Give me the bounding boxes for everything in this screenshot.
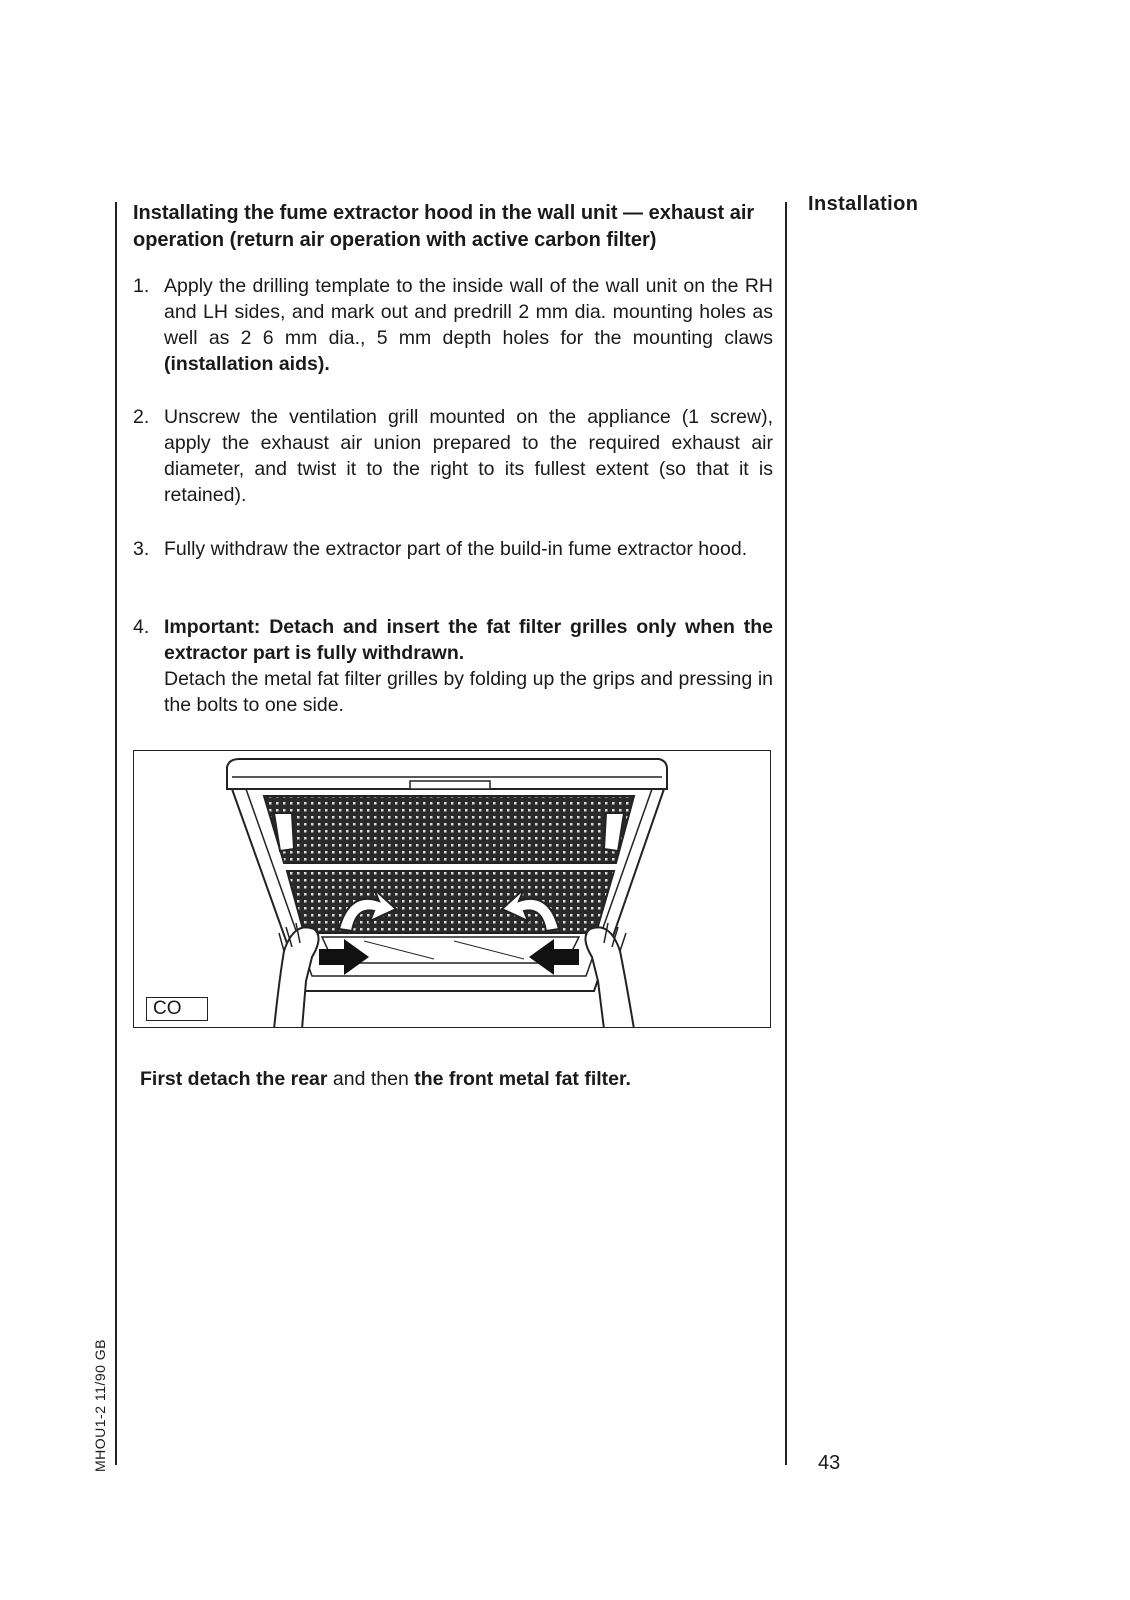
step-number: 1. — [133, 275, 150, 297]
step-emphasis: (installation aids). — [164, 353, 330, 375]
right-margin-rule — [785, 202, 787, 1465]
filter-removal-illustration — [133, 750, 771, 1028]
rear-fat-filter — [264, 796, 634, 863]
step-text — [164, 614, 773, 718]
caption-bold-1: First detach the rear — [140, 1068, 328, 1090]
left-hand — [274, 927, 319, 1028]
step-number: 3. — [133, 538, 150, 560]
page-number: 43 — [818, 1452, 841, 1474]
step-number: 2. — [133, 406, 150, 428]
step-text: Fully withdraw the extractor part of the build-in fume extractor hood. — [164, 538, 748, 560]
caption-plain: and then — [327, 1068, 415, 1090]
step-2 — [133, 404, 773, 508]
figure-caption — [140, 1068, 631, 1091]
step-number: 4. — [133, 616, 150, 638]
figure-code-box: CO — [146, 997, 208, 1021]
left-margin-rule — [115, 202, 117, 1465]
hood-drawing — [134, 751, 771, 1028]
step-body: Detach the metal fat filter grilles by folding up the grips and pressing in the bolts to one side. — [164, 668, 773, 716]
document-code: MHOU1-2 11/90 GB — [92, 1338, 108, 1472]
step-text: Unscrew the ventilation grill mounted on the appliance (1 screw), apply the exhaust air union prepared to the required exhaust air diameter, and twist it to the right to its fullest extent (so that it is retained). — [164, 406, 773, 506]
step-3 — [133, 536, 773, 562]
step-emphasis: Important: Detach and insert the fat filter grilles only when the extractor part is fully withdrawn. — [164, 616, 773, 664]
hood-front-trim — [227, 759, 667, 789]
right-hand — [585, 927, 634, 1028]
page-heading: Installating the fume extractor hood in the wall unit — exhaust air operation (return air operation with active carbon filter) — [133, 202, 755, 251]
step-body: Apply the drilling template to the inside wall of the wall unit on the RH and LH sides, and mark out and predrill 2 mm dia. mounting holes as well as 2 6 mm dia., 5 mm depth holes for the mounting claws — [164, 275, 773, 349]
step-1 — [133, 273, 773, 377]
left-grip — [274, 813, 294, 851]
step-4 — [133, 614, 773, 718]
step-text — [164, 273, 773, 377]
caption-bold-2: the front metal fat filter. — [414, 1068, 631, 1090]
front-fat-filter — [287, 871, 614, 933]
section-title: Installation — [808, 193, 919, 215]
